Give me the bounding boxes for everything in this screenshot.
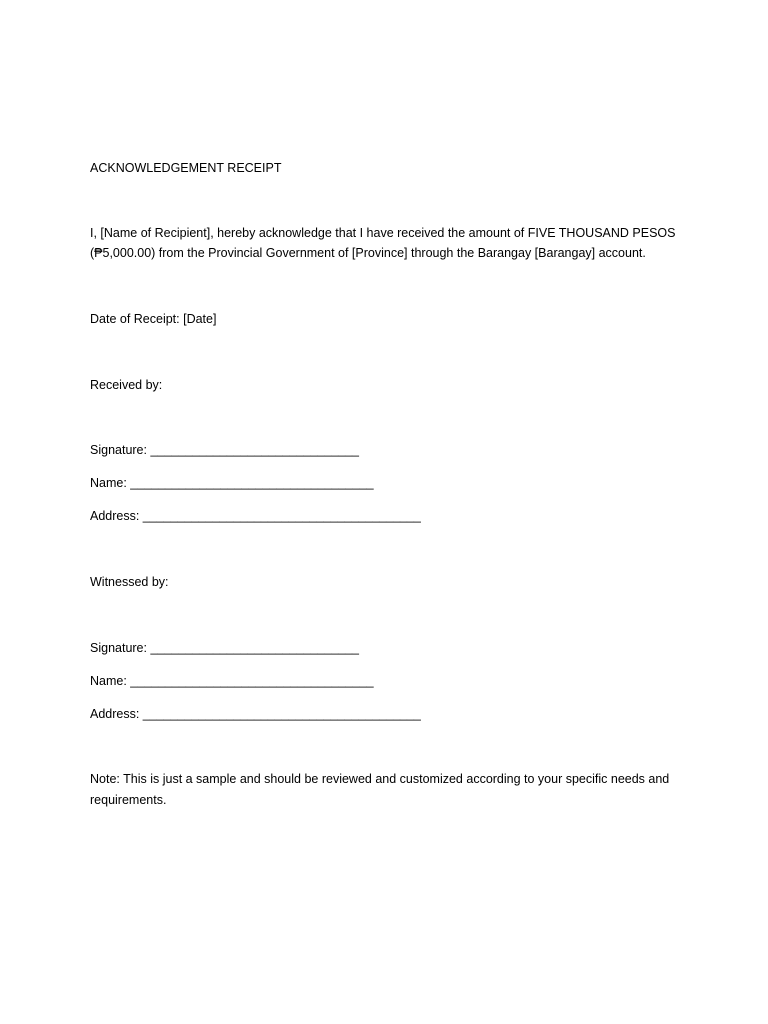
received-by-name-field: Name: ___________________________________ xyxy=(90,476,374,490)
witnessed-by-heading: Witnessed by: xyxy=(90,575,169,589)
acknowledgement-statement-line-1: I, [Name of Recipient], hereby acknowledge that I have received the amount of FIVE THOUSAND PESOS xyxy=(90,226,676,240)
acknowledgement-statement-line-2: (₱5,000.00) from the Provincial Government of [Province] through the Barangay [Barangay] account. xyxy=(90,246,646,260)
witnessed-by-name-field: Name: ___________________________________ xyxy=(90,674,374,688)
received-by-address-field: Address: ________________________________________ xyxy=(90,509,421,523)
witnessed-by-signature-field: Signature: ______________________________ xyxy=(90,641,360,655)
date-of-receipt: Date of Receipt: [Date] xyxy=(90,312,217,326)
note-line-1: Note: This is just a sample and should be reviewed and customized according to your specific needs and xyxy=(90,772,670,786)
witnessed-by-address-field: Address: ________________________________________ xyxy=(90,707,421,721)
received-by-signature-field: Signature: ______________________________ xyxy=(90,443,360,457)
document-title: ACKNOWLEDGEMENT RECEIPT xyxy=(90,161,282,175)
note-line-2: requirements. xyxy=(90,793,167,807)
received-by-heading: Received by: xyxy=(90,378,163,392)
